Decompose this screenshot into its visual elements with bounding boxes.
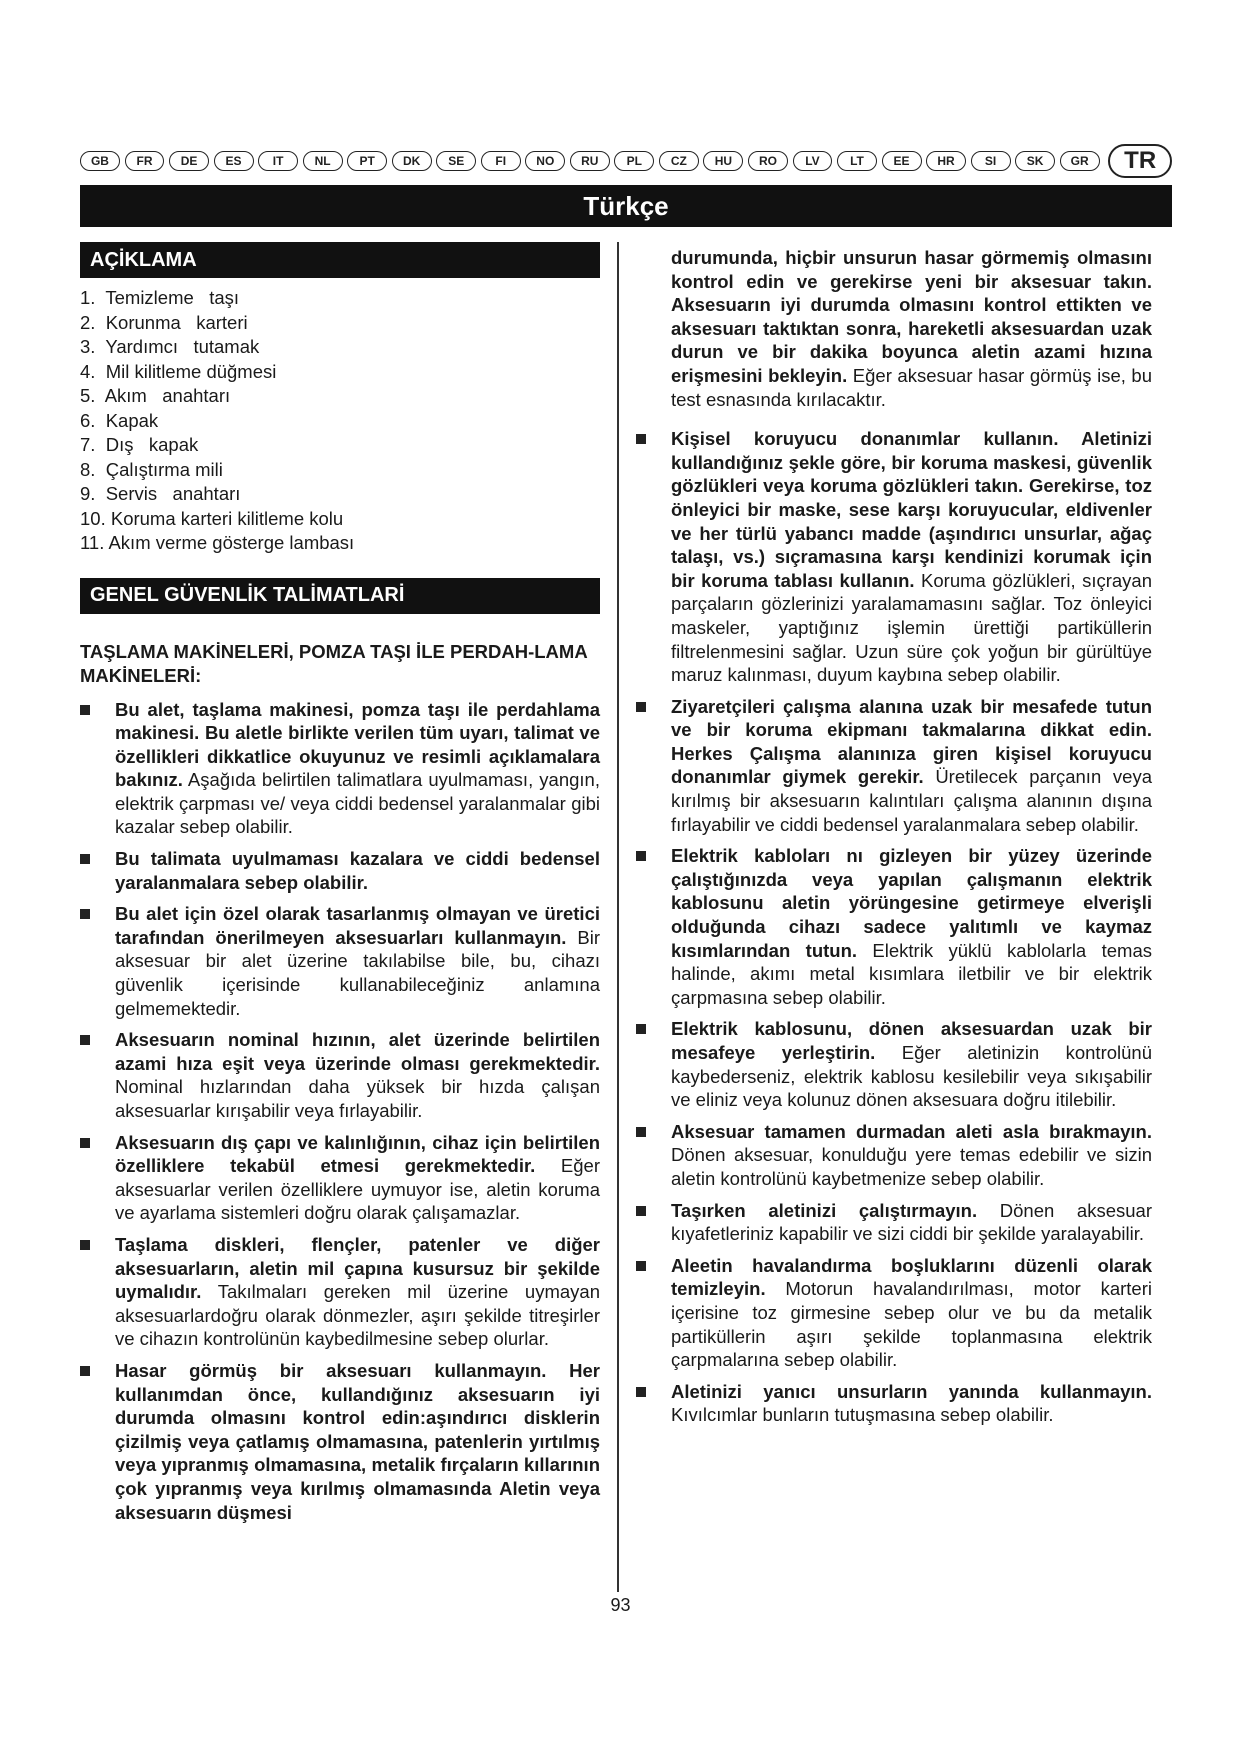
bullet-item [636, 844, 1152, 1009]
bullet-bold-text: Aksesuar tamamen durmadan aleti asla bırakmayın. [671, 1120, 1152, 1142]
bullet-text: Bir aksesuar bir alet üzerine takılabilse bile, bu, cihazı güvenlik içerisinde kullanabileceğiniz anlamına gelmemektedir. [115, 926, 601, 1019]
list-item: 6. Kapak [80, 409, 159, 431]
language-pill-se: SE [436, 151, 476, 171]
bullet-bold-text: Taşırken aletinizi çalıştırmayın. [671, 1199, 978, 1221]
bullet-text: Eğer aksesuarlar verilen özelliklere uymuyor ise, aletin koruma ve ayarlama sistemleri doğru olarak çalışamazlar. [115, 1155, 601, 1224]
bullet-text: Takılmaları gereken mil üzerine uymayan aksesuarlardoğru olarak dönmezler, aşırı şekilde titreşirler ve cihazın kontrolünün kaybedilmesine sebep olurlar. [115, 1281, 600, 1350]
bullet-square-icon [636, 1024, 646, 1034]
left-bullet-list [80, 698, 600, 1525]
bullet-item [80, 1028, 600, 1122]
language-selector [80, 143, 1172, 179]
bullet-square-icon [80, 1035, 90, 1045]
bullet-bold-text: Kişisel koruyucu donanımlar kullanın. Aletinizi kullandığınız şekle göre, bir koruma maskesi, güvenlik gözlükleri veya koruma gözlükleri takın. Gerekirse, toz önleyici bir maske, sese karşı koruyucular, eldivenler ve her türlü yabancı madde (aşındırıcı unsurlar, ağaç talaşı, vs.) sıçramasına karşı kendinizi korumak için bir koruma tablası kullanın. [671, 428, 1152, 591]
bullet-bold-text: Aleetin havalandırma boşluklarını düzenli olarak temizleyin. [671, 1254, 1152, 1300]
bullet-text: Koruma gözlükleri, sıçrayan parçaların gözlerinizi yaralamamasını sağlar. Toz önleyici maskeler, yaptığınız işlemin ürettiği partiküllerin filtrelenmesini sağlar. Uzun süre çok yoğun bir gürültüye maruz kalınması, duyum kaybına sebep olabilir. [671, 569, 1152, 686]
language-pill-de: DE [169, 151, 209, 171]
language-pill-si: SI [971, 151, 1011, 171]
language-pill-es: ES [214, 151, 254, 171]
bullet-bold-text: Hasar görmüş bir aksesuarı kullanmayın. Her kullanımdan önce, kullandığınız aksesuarın iyi durumda olmasını kontrol edin:aşındırıcı disklerin çizilmiş veya çatlamış olmamasına, patenlerin yırtılmış veya yıpranmış olmamasına, metalik fırçaların kıllarının çok yıpranmış veya kırılmış olmamasında Aletin veya aksesuarın düşmesi [115, 1359, 600, 1523]
right-column [636, 246, 1152, 1435]
bullet-square-icon [80, 1366, 90, 1376]
bullet-item [80, 1131, 600, 1225]
list-item: 5. Akım anahtarı [80, 385, 231, 406]
bullet-bold-text: Aksesuarın dış çapı ve kalınlığının, cihaz için belirtilen özelliklere tekabül etmesi gerekmektedir. [115, 1131, 600, 1177]
bullet-item [80, 1233, 600, 1351]
bullet-text: Kıvılcımlar bunların tutuşmasına sebep olabilir. [671, 1404, 1054, 1426]
bullet-item [636, 1380, 1152, 1427]
list-item: 8. Çalıştırma mili [80, 458, 223, 480]
bullet-square-icon [80, 854, 90, 864]
bullet-text: Dönen aksesuar kıyafetleriniz kapabilir ve sizi ciddi bir şekilde yaralayabilir. [671, 1199, 1152, 1245]
bullet-item [80, 1359, 600, 1524]
bullet-square-icon [80, 705, 90, 715]
language-pill-no: NO [525, 151, 565, 171]
right-bullet-list [636, 427, 1152, 1427]
bullet-text: Dönen aksesuar, konulduğu yere temas edebilir ve sizin aletin kontrolünü kaybetmenize sebep olabilir. [671, 1144, 1152, 1189]
language-pill-fi: FI [481, 151, 521, 171]
language-pill-cz: CZ [659, 151, 699, 171]
bullet-bold-text: Aksesuarın nominal hızının, alet üzerinde belirtilen azami hıza eşit veya üzerinde olması gerekmektedir. [115, 1029, 600, 1074]
left-column [80, 242, 600, 1532]
language-pill-pt: PT [347, 151, 387, 171]
safety-heading: GENEL GÜVENLİK TALİMATLARİ [80, 578, 600, 614]
language-pill-it: IT [258, 151, 298, 171]
bullet-square-icon [636, 851, 646, 861]
column-divider [617, 242, 619, 1592]
bullet-square-icon [636, 1387, 646, 1397]
bullet-text: Üretilecek parçanın veya kırılmış bir aksesuarın kalıntıları çalışma alanının dışına fırlayabilir ve ciddi bedensel yaralanmalara sebep olabilir. [671, 766, 1152, 835]
bullet-square-icon [636, 1127, 646, 1137]
bullet-square-icon [636, 1261, 646, 1271]
language-pill-dk: DK [392, 151, 432, 171]
language-pill-active: TR [1108, 144, 1172, 178]
language-pill-ru: RU [570, 151, 610, 171]
safety-subheading: TAŞLAMA MAKİNELERİ, POMZA TAŞI İLE PERDAH-LAMA MAKİNELERİ: [80, 640, 588, 686]
list-item: 10. Koruma karteri kilitleme kolu [80, 507, 344, 529]
bullet-continuation [636, 246, 1152, 411]
bullet-text: Eğer aletinizin kontrolünü kaybederseniz, elektrik kablosu kesilebilir veya sıkışabilir ve eliniz veya kolunuz dönen aksesuara doğru itilebilir. [671, 1042, 1152, 1111]
bullet-text: Eğer aksesuar hasar görmüş ise, bu test esnasında kırılacaktır. [671, 364, 1152, 410]
bullet-text: Motorun havalandırılması, motor karteri içerisine toz girmesine sebep olur ve bu da metalik partiküllerin aşırı şekilde toplanmasına elektrik çarpmalarına sebep olabilir. [671, 1278, 1152, 1371]
bullet-item [636, 1199, 1152, 1246]
bullet-square-icon [80, 909, 90, 919]
language-pill-ro: RO [748, 151, 788, 171]
list-item: 2. Korunma karteri [80, 311, 248, 333]
bullet-text: Nominal hızlarından daha yüksek bir hızda çalışan aksesuarlar kırışabilir veya fırlayabilir. [115, 1076, 600, 1121]
bullet-item [80, 698, 600, 840]
language-pill-hr: HR [926, 151, 966, 171]
bullet-bold-text: Elektrik kablosunu, dönen aksesuardan uzak bir mesafeye yerleştirin. [671, 1018, 1152, 1063]
bullet-square-icon [636, 702, 646, 712]
bullet-item [636, 1254, 1152, 1372]
language-pill-lt: LT [837, 151, 877, 171]
language-pill-gr: GR [1060, 151, 1100, 171]
list-item: 7. Dış kapak [80, 434, 199, 455]
list-item: 11. Akım verme gösterge lambası [80, 532, 355, 553]
bullet-text: Aşağıda belirtilen talimatlara uyulmaması, yangın, elektrik çarpması ve/ veya ciddi bedensel yaralanmalar gibi kazalar sebep olabilir. [115, 769, 600, 838]
page-title: Türkçe [80, 185, 1172, 227]
bullet-bold-text: Taşlama diskleri, flençler, patenler ve diğer aksesuarların, aletin mil çapına kusursuz bir şekilde uymalıdır. [115, 1233, 600, 1303]
language-pill-hu: HU [703, 151, 743, 171]
bullet-bold-text: Bu alet için özel olarak tasarlanmış olmayan ve üretici tarafından önerilmeyen aksesuarları kullanmayın. [115, 903, 600, 948]
language-pill-gb: GB [80, 151, 120, 171]
bullet-text: Elektrik yüklü kablolarla temas halinde, akımı metal kısımlara iletbilir ve bir elektrik çarpmasına sebep olabilir. [671, 939, 1152, 1008]
language-pill-sk: SK [1015, 151, 1055, 171]
list-item: 3. Yardımcı tutamak [80, 336, 260, 357]
bullet-item [80, 902, 600, 1020]
bullet-item [636, 1120, 1152, 1191]
description-heading: AÇİKLAMA [80, 242, 600, 278]
bullet-bold-text: Elektrik kabloları nı gizleyen bir yüzey üzerinde çalıştığınızda veya yapılan çalışmanın elektrik kablosunu aletin yörüngesine getirmeye elverişli olduğunda cihazı sadece yalıtımlı ve kaymaz kısımlarından tutun. [671, 845, 1152, 961]
bullet-square-icon [636, 434, 646, 444]
page-number: 93 [610, 1595, 631, 1615]
language-pill-nl: NL [303, 151, 343, 171]
language-pill-ee: EE [882, 151, 922, 171]
bullet-bold-text: Bu alet, taşlama makinesi, pomza taşı ile perdahlama makinesi. Bu aletle birlikte verilen tüm uyarı, talimat ve özellikleri dikkatlice okuyunuz ve resimli açıklamalara bakınız. [115, 698, 600, 791]
bullet-bold-text: Bu talimata uyulmaması kazalara ve ciddi bedensel yaralanmalara sebep olabilir. [115, 848, 600, 893]
parts-list [80, 286, 600, 556]
language-pill-fr: FR [125, 151, 165, 171]
bullet-square-icon [80, 1138, 90, 1148]
bullet-bold-text: durumunda, hiçbir unsurun hasar görmemiş olmasını kontrol edin ve gerekirse yeni bir aksesuar takın. Aksesuarın iyi durumda olmasını kontrol ettikten ve aksesuarı taktıktan sonra, hareketli aksesuardan uzak durun ve bir dakika boyunca aletin azami hızına erişmesini bekleyin. [671, 247, 1152, 386]
bullet-square-icon [80, 1240, 90, 1250]
bullet-bold-text: Ziyaretçileri çalışma alanına uzak bir mesafede tutun ve bir koruma ekipmanı takmalarına dikkat edin. Herkes Çalışma alanınıza giren kişisel koruyucu donanımlar giymek gerekir. [671, 695, 1152, 788]
bullet-item [636, 1017, 1152, 1111]
bullet-item [80, 847, 600, 894]
language-pill-lv: LV [793, 151, 833, 171]
list-item: 9. Servis anahtarı [80, 483, 241, 504]
list-item: 1. Temizleme taşı [80, 287, 240, 308]
bullet-item [636, 427, 1152, 687]
language-pill-pl: PL [614, 151, 654, 171]
bullet-bold-text: Aletinizi yanıcı unsurların yanında kullanmayın. [671, 1380, 1152, 1402]
bullet-square-icon [636, 1206, 646, 1216]
bullet-item [636, 695, 1152, 837]
list-item: 4. Mil kilitleme düğmesi [80, 360, 277, 382]
